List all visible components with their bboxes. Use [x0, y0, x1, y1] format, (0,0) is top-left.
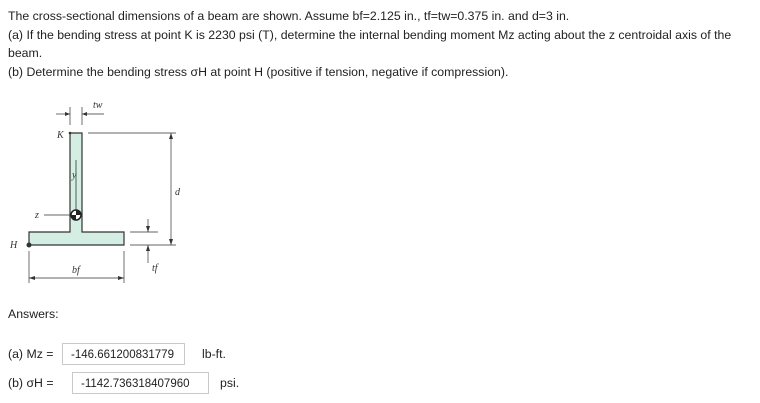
problem-line-1: The cross-sectional dimensions of a beam are shown. Assume bf=2.125 in., tf=tw=0.375 in. and d=3 in.	[8, 9, 570, 23]
centroid-icon	[71, 210, 81, 220]
problem-statement	[8, 7, 753, 81]
label-K: K	[57, 130, 64, 141]
answer-a-field[interactable]: -146.661200831779	[62, 343, 185, 365]
label-tf: tf	[152, 263, 158, 274]
answer-row-b	[8, 372, 239, 394]
label-bf: bf	[72, 265, 80, 276]
label-H: H	[10, 240, 18, 251]
label-z: z	[35, 210, 39, 221]
answer-b-field[interactable]: -1142.736318407960	[72, 372, 209, 394]
problem-line-3: (b) Determine the bending stress σH at point H (positive if tension, negative if compression).	[8, 64, 509, 79]
answer-b-label: (b) σH =	[8, 376, 54, 390]
label-d: d	[175, 187, 180, 198]
answer-b-unit: psi.	[220, 376, 240, 390]
answers-heading: Answers:	[8, 307, 59, 321]
problem-line-2: (a) If the bending stress at point K is 2230 psi (T), determine the internal bending moment Mz acting about the z centroidal axis of the beam.	[8, 27, 732, 60]
label-y: y	[72, 170, 77, 181]
answer-a-unit: lb-ft.	[202, 347, 226, 361]
label-tw: tw	[93, 100, 103, 111]
beam-cross-section-diagram	[0, 95, 230, 295]
answer-row-a	[8, 343, 226, 365]
tee-section-shape	[29, 133, 124, 245]
answer-a-label: (a) Mz =	[8, 347, 54, 361]
